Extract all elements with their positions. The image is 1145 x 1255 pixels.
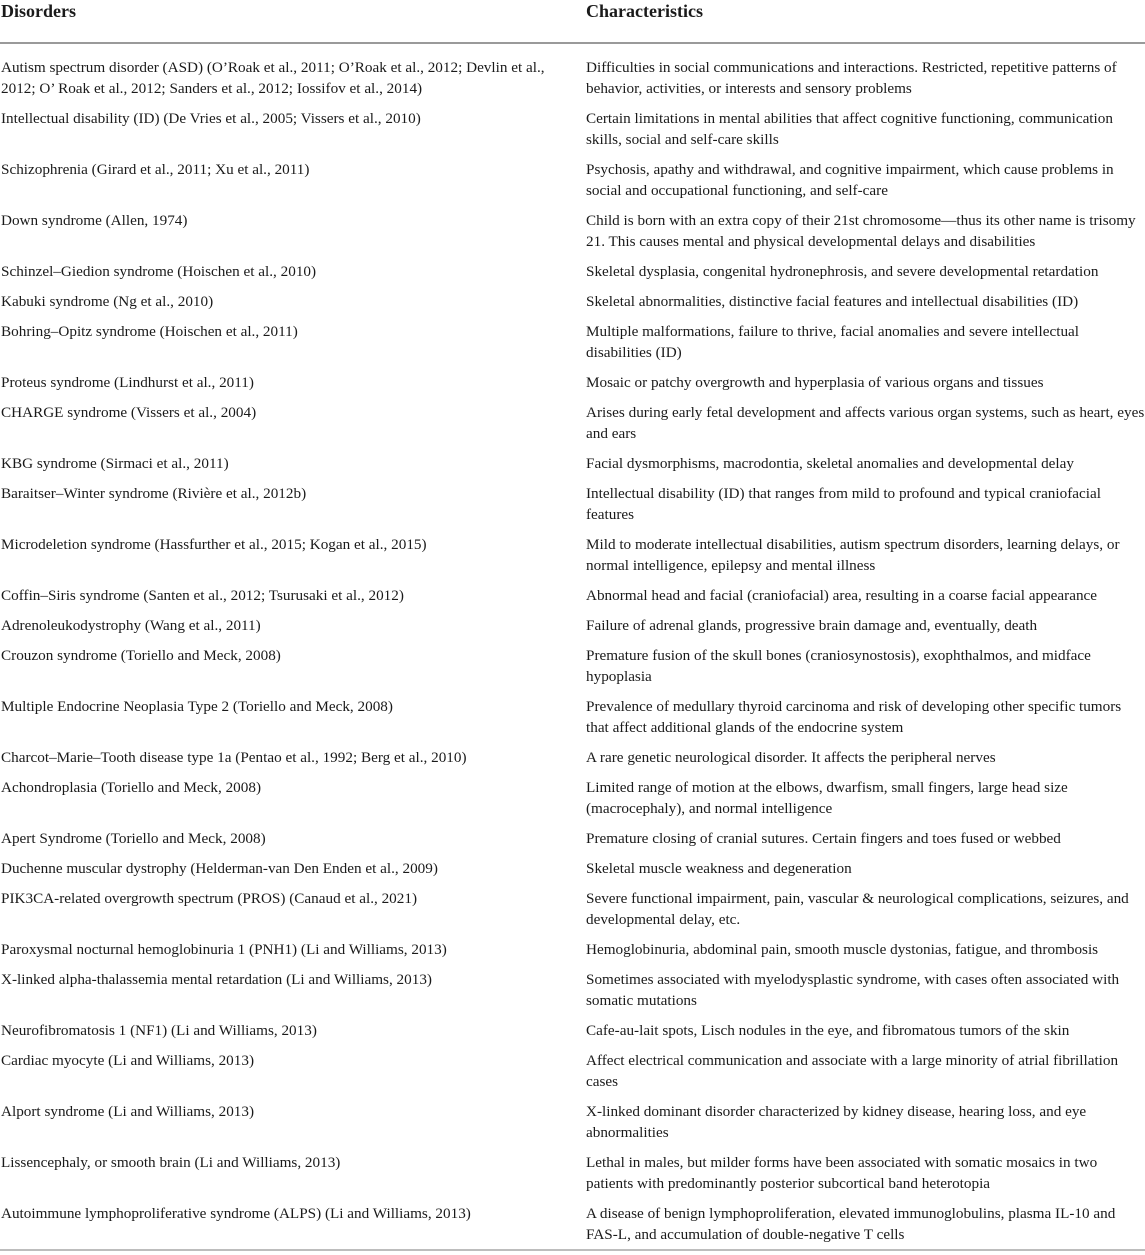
characteristics-cell: Severe functional impairment, pain, vascular & neurological complications, seizures, and developmental delay, etc.	[586, 890, 1129, 928]
disorder-cell: Alport syndrome (Li and Williams, 2013)	[1, 1103, 255, 1120]
characteristics-cell: Difficulties in social communications and interactions. Restricted, repetitive patterns of behavior, activities, or interests and sensory problems	[586, 59, 1117, 97]
characteristics-cell: Premature closing of cranial sutures. Certain fingers and toes fused or webbed	[586, 830, 1061, 847]
disorder-cell: Proteus syndrome (Lindhurst et al., 2011)	[1, 374, 254, 391]
characteristics-cell: A disease of benign lymphoproliferation, elevated immunoglobulins, plasma IL-10 and FAS-L, and accumulation of double-negative T cells	[586, 1205, 1116, 1243]
table-row	[0, 398, 1145, 449]
table-row	[0, 1016, 1145, 1046]
characteristics-cell: Skeletal muscle weakness and degeneration	[586, 860, 852, 877]
table-row	[0, 530, 1145, 581]
table-row	[0, 854, 1145, 884]
table-row	[0, 824, 1145, 854]
characteristics-cell: Failure of adrenal glands, progressive brain damage and, eventually, death	[586, 617, 1038, 634]
disorder-cell: Kabuki syndrome (Ng et al., 2010)	[1, 293, 214, 310]
table-row	[0, 935, 1145, 965]
characteristics-cell: Arises during early fetal development and affects various organ systems, such as heart, eyes and ears	[586, 404, 1145, 442]
table-row	[0, 206, 1145, 257]
table-row	[0, 287, 1145, 317]
disorder-cell: Paroxysmal nocturnal hemoglobinuria 1 (PNH1) (Li and Williams, 2013)	[1, 941, 447, 958]
table-row	[0, 965, 1145, 1016]
table-row	[0, 449, 1145, 479]
disorder-cell: Down syndrome (Allen, 1974)	[1, 212, 188, 229]
characteristics-cell: Child is born with an extra copy of their 21st chromosome—thus its other name is trisomy 21. This causes mental and physical developmental delays and disabilities	[586, 212, 1136, 250]
characteristics-cell: Facial dysmorphisms, macrodontia, skeletal anomalies and developmental delay	[586, 455, 1074, 472]
disorder-cell: Multiple Endocrine Neoplasia Type 2 (Toriello and Meck, 2008)	[1, 698, 393, 715]
header-row	[0, 0, 1145, 43]
disorder-cell: Bohring–Opitz syndrome (Hoischen et al., 2011)	[1, 323, 298, 340]
table-body	[0, 43, 1145, 1255]
table-row	[0, 581, 1145, 611]
disorder-cell: Cardiac myocyte (Li and Williams, 2013)	[1, 1052, 255, 1069]
disorder-cell: Neurofibromatosis 1 (NF1) (Li and Williams, 2013)	[1, 1022, 317, 1039]
column-header-characteristics: Characteristics	[586, 0, 1145, 43]
characteristics-cell: Multiple malformations, failure to thrive, facial anomalies and severe intellectual disabilities (ID)	[586, 323, 1079, 361]
table-row	[0, 104, 1145, 155]
disorder-cell: Duchenne muscular dystrophy (Helderman-van Den Enden et al., 2009)	[1, 860, 438, 877]
table-row	[0, 155, 1145, 206]
disorder-cell: Lissencephaly, or smooth brain (Li and Williams, 2013)	[1, 1154, 341, 1171]
disorder-cell: CHARGE syndrome (Vissers et al., 2004)	[1, 404, 257, 421]
table-row	[0, 611, 1145, 641]
characteristics-cell: Mild to moderate intellectual disabilities, autism spectrum disorders, learning delays, or normal intelligence, epilepsy and mental illness	[586, 536, 1120, 574]
characteristics-cell: Mosaic or patchy overgrowth and hyperplasia of various organs and tissues	[586, 374, 1044, 391]
characteristics-cell: Lethal in males, but milder forms have been associated with somatic mosaics in two patients with predominantly posterior subcortical band heterotopia	[586, 1154, 1098, 1192]
disorder-cell: Achondroplasia (Toriello and Meck, 2008)	[1, 779, 262, 796]
disorder-cell: Crouzon syndrome (Toriello and Meck, 2008)	[1, 647, 281, 664]
table-row	[0, 479, 1145, 530]
characteristics-cell: A rare genetic neurological disorder. It affects the peripheral nerves	[586, 749, 996, 766]
disorder-cell: Schizophrenia (Girard et al., 2011; Xu et al., 2011)	[1, 161, 310, 178]
table-row	[0, 641, 1145, 692]
disorder-cell: Adrenoleukodystrophy (Wang et al., 2011)	[1, 617, 261, 634]
disorder-cell: Charcot–Marie–Tooth disease type 1a (Pentao et al., 1992; Berg et al., 2010)	[1, 749, 467, 766]
characteristics-cell: Sometimes associated with myelodysplastic syndrome, with cases often associated with somatic mutations	[586, 971, 1120, 1009]
disorder-cell: Autism spectrum disorder (ASD) (O’Roak et al., 2011; O’Roak et al., 2012; Devlin et al., 2012; O’ Roak et al., 2012; Sanders et al., 2012; Iossifov et al., 2014)	[1, 59, 545, 97]
table-row	[0, 1097, 1145, 1148]
table-row	[0, 1199, 1145, 1255]
table-row	[0, 743, 1145, 773]
characteristics-cell: Abnormal head and facial (craniofacial) area, resulting in a coarse facial appearance	[586, 587, 1098, 604]
characteristics-cell: Certain limitations in mental abilities that affect cognitive functioning, communication skills, social and self-care skills	[586, 110, 1113, 148]
disorder-cell: Autoimmune lymphoproliferative syndrome (ALPS) (Li and Williams, 2013)	[1, 1205, 471, 1222]
column-header-disorders: Disorders	[0, 0, 586, 43]
characteristics-cell: Prevalence of medullary thyroid carcinoma and risk of developing other specific tumors that affect additional glands of the endocrine system	[586, 698, 1122, 736]
table-row	[0, 257, 1145, 287]
table-row	[0, 317, 1145, 368]
table-row	[0, 1046, 1145, 1097]
table-row	[0, 43, 1145, 104]
characteristics-cell: Hemoglobinuria, abdominal pain, smooth muscle dystonias, fatigue, and thrombosis	[586, 941, 1099, 958]
disorder-cell: Coffin–Siris syndrome (Santen et al., 2012; Tsurusaki et al., 2012)	[1, 587, 404, 604]
table-row	[0, 884, 1145, 935]
characteristics-cell: Cafe-au-lait spots, Lisch nodules in the eye, and fibromatous tumors of the skin	[586, 1022, 1070, 1039]
characteristics-cell: Intellectual disability (ID) that ranges from mild to profound and typical craniofacial features	[586, 485, 1101, 523]
characteristics-cell: X-linked dominant disorder characterized by kidney disease, hearing loss, and eye abnormalities	[586, 1103, 1087, 1141]
disorder-cell: PIK3CA-related overgrowth spectrum (PROS) (Canaud et al., 2021)	[1, 890, 418, 907]
disorder-cell: Apert Syndrome (Toriello and Meck, 2008)	[1, 830, 266, 847]
table-header	[0, 0, 1145, 43]
table-row	[0, 692, 1145, 743]
table-row	[0, 1148, 1145, 1199]
disorder-cell: Baraitser–Winter syndrome (Rivière et al., 2012b)	[1, 485, 307, 502]
characteristics-cell: Premature fusion of the skull bones (craniosynostosis), exophthalmos, and midface hypoplasia	[586, 647, 1091, 685]
characteristics-cell: Skeletal abnormalities, distinctive facial features and intellectual disabilities (ID)	[586, 293, 1079, 310]
disorder-cell: Intellectual disability (ID) (De Vries et al., 2005; Vissers et al., 2010)	[1, 110, 421, 127]
table-row	[0, 368, 1145, 398]
disorder-cell: X-linked alpha-thalassemia mental retardation (Li and Williams, 2013)	[1, 971, 432, 988]
disorder-cell: KBG syndrome (Sirmaci et al., 2011)	[1, 455, 229, 472]
table-row	[0, 773, 1145, 824]
characteristics-cell: Psychosis, apathy and withdrawal, and cognitive impairment, which cause problems in social and occupational functioning, and self-care	[586, 161, 1114, 199]
disorder-cell: Microdeletion syndrome (Hassfurther et al., 2015; Kogan et al., 2015)	[1, 536, 427, 553]
characteristics-cell: Affect electrical communication and associate with a large minority of atrial fibrillation cases	[586, 1052, 1119, 1090]
characteristics-cell: Skeletal dysplasia, congenital hydronephrosis, and severe developmental retardation	[586, 263, 1099, 280]
characteristics-cell: Limited range of motion at the elbows, dwarfism, small fingers, large head size (macrocephaly), and normal intelligence	[586, 779, 1068, 817]
disorder-cell: Schinzel–Giedion syndrome (Hoischen et al., 2010)	[1, 263, 317, 280]
